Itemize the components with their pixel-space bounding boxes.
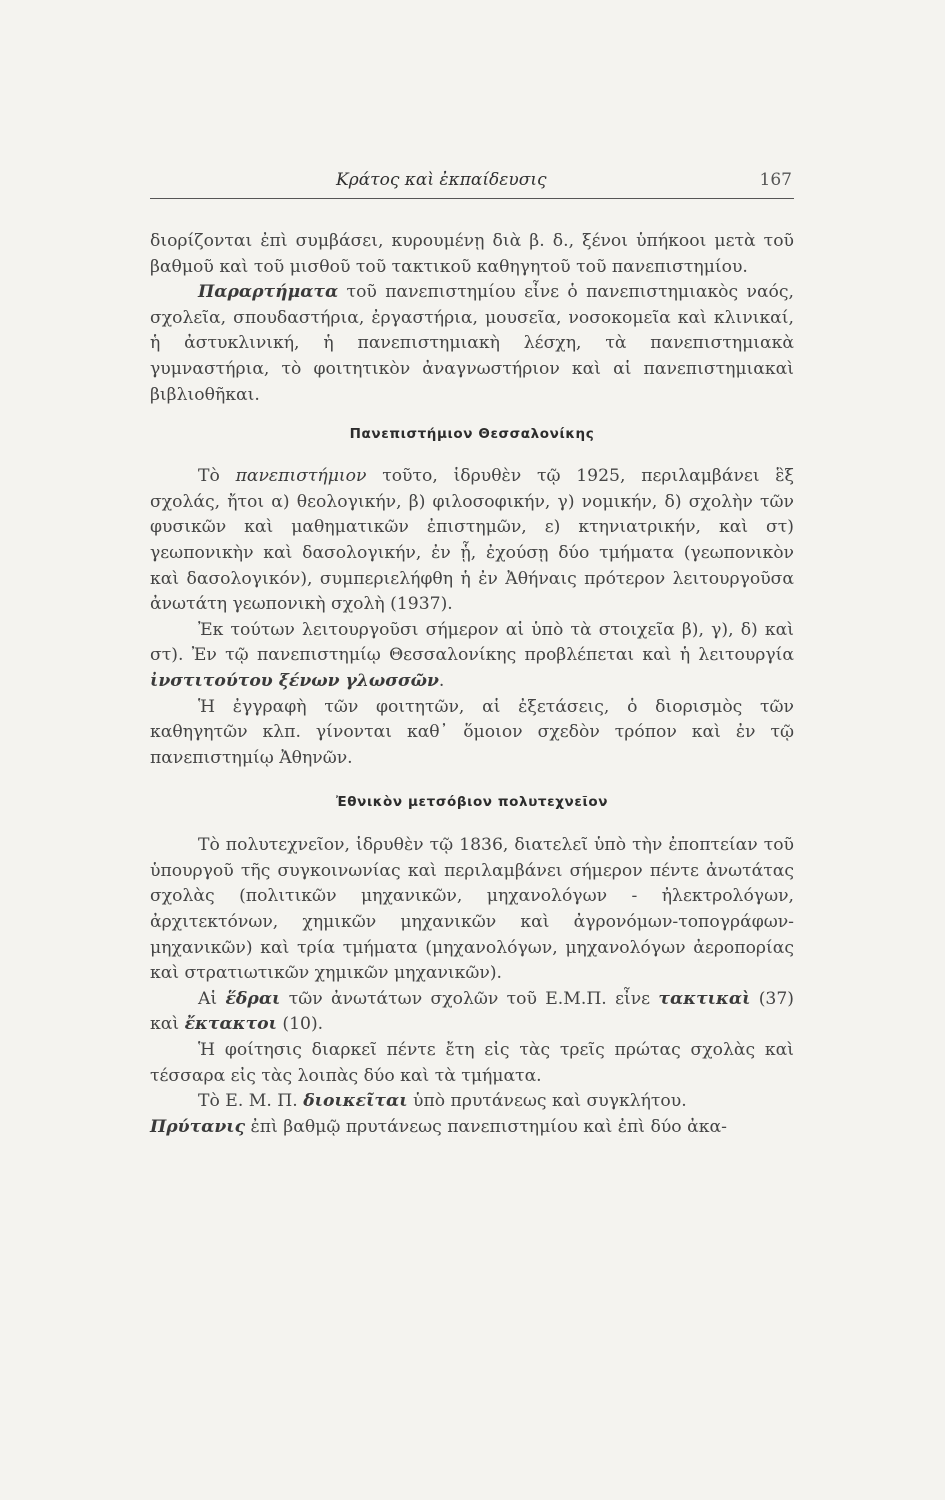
- paragraph-text: Ἡ φοίτησις διαρκεῖ πέντε ἔτη εἰς τὰς τρεῖς πρώτας σχολὰς καὶ τέσσαρα εἰς τὰς λοιπὰς δύο καὶ τὰ τμήματα.: [150, 1040, 794, 1086]
- page-number: 167: [759, 170, 792, 190]
- running-title: Κράτος καὶ ἐκπαίδευσις: [336, 170, 547, 190]
- text-tail: ὑπὸ πρυτάνεως καὶ συγκλήτου.: [407, 1091, 687, 1112]
- institute-term: ἰνστιτούτου ξένων γλωσσῶν: [150, 670, 439, 691]
- university-term: πανεπιστήμιον: [235, 466, 367, 487]
- paragraph-text: τοῦ πανεπιστημίου εἶνε ὁ πανεπιστημιακὸς ναός, σχολεῖα, σπουδαστήρια, ἐργαστήρια, μουσεῖα, νοσοκομεῖα καὶ κλινικαί, ἡ ἀστυκλινική, ἡ πανεπιστημιακὴ λέσχη, τὰ πανεπιστημιακὰ γυμναστήρια, τὸ φοιτητικὸν ἀναγνωστήριον καὶ αἱ πανεπιστημιακαὶ βιβλιοθῆκαι.: [150, 282, 794, 405]
- paragraph-text: διορίζονται ἐπὶ συμβάσει, κυρουμένῃ διὰ β. δ., ξένοι ὑπήκοοι μετὰ τοῦ βαθμοῦ καὶ τοῦ μισθοῦ τοῦ τακτικοῦ καθηγητοῦ τοῦ πανεπιστημίου.: [150, 231, 794, 277]
- section-heading-thessaloniki: Πανεπιστήμιον Θεσσαλονίκης: [349, 426, 595, 443]
- text-lead: Αἱ: [198, 988, 226, 1009]
- rector-term: Πρύτανις: [150, 1116, 246, 1137]
- page-body: [150, 229, 794, 1140]
- text-mid: τῶν ἀνωτάτων σχολῶν τοῦ Ε.Μ.Π. εἶνε: [280, 988, 659, 1009]
- paragraph-text: Ἐκ τούτων λειτουργοῦσι σήμερον αἱ ὑπὸ τὰ στοιχεῖα β), γ), δ) καὶ στ). Ἐν τῷ πανεπιστημίῳ Θεσσαλονίκης προβλέπεται καὶ ἡ λειτουργία: [150, 619, 794, 666]
- paragraph-text: Ἡ ἐγγραφὴ τῶν φοιτητῶν, αἱ ἐξετάσεις, ὁ διορισμὸς τῶν καθηγητῶν κλπ. γίνονται καθ᾽ ὅμοιον σχεδὸν τρόπον καὶ ἐν τῷ πανεπιστημίῳ Ἀθηνῶν.: [150, 696, 794, 768]
- text-tail: .: [438, 670, 445, 691]
- paragraph-annexes: [150, 280, 794, 408]
- paragraph-study-duration: [150, 1038, 794, 1089]
- text-tail: (10).: [276, 1014, 324, 1035]
- paragraph-operating-schools: [150, 618, 794, 695]
- regular-term: τακτικαὶ: [658, 988, 751, 1009]
- running-header: [150, 158, 794, 199]
- chairs-term: ἕδραι: [225, 988, 281, 1009]
- paragraph-thessaloniki-schools: [150, 464, 794, 618]
- annexes-term: Παραρτήματα: [198, 282, 339, 303]
- paragraph-enrollment: [150, 695, 794, 772]
- text-lead: Τὸ: [198, 466, 236, 487]
- paragraph-polytechnic-schools: [150, 833, 794, 987]
- paragraph-text: τοῦτο, ἱδρυθὲν τῷ 1925, περιλαμβάνει ἓξ σχολάς, ἤτοι α) θεολογικήν, β) φιλοσοφικήν, γ) νομικήν, δ) σχολὴν τῶν φυσικῶν καὶ μαθηματικῶν ἐπιστημῶν, ε) κτηνιατρικήν, καὶ στ) γεωπονικὴν καὶ δασολογικήν, ἐν ᾗ, ἐχούσῃ δύο τμήματα (γεωπονικὸν καὶ δασολογικόν), συμπεριελήφθη ἡ ἐν Ἀθήναις πρότερον λειτουργοῦσα ἀνωτάτη γεωπονικὴ σχολὴ (1937).: [150, 466, 794, 615]
- paragraph-rector: [150, 1115, 794, 1141]
- text-mid2: (37) καὶ: [150, 988, 794, 1035]
- paragraph-chairs: [150, 987, 794, 1038]
- paragraph-text: Τὸ πολυτεχνεῖον, ἱδρυθὲν τῷ 1836, διατελεῖ ὑπὸ τὴν ἐποπτείαν τοῦ ὑπουργοῦ τῆς συγκοινωνίας καὶ περιλαμβάνει σήμερον πέντε ἀνωτάτας σχολὰς (πολιτικῶν μηχανικῶν, μηχανολόγων - ἠλεκτρολόγων, ἀρχιτεκτόνων, χημικῶν μηχανικῶν καὶ ἀγρονόμων-τοπογράφων-μηχανικῶν) καὶ τρία τμήματα (μηχανολόγων, μηχανολόγων ἀεροπορίας καὶ στρατιωτικῶν χημικῶν μηχανικῶν).: [150, 835, 794, 984]
- administered-term: διοικεῖται: [303, 1091, 408, 1112]
- paragraph-administration: [150, 1089, 794, 1115]
- extraordinary-term: ἔκτακτοι: [184, 1014, 277, 1035]
- paragraph-text: ἐπὶ βαθμῷ πρυτάνεως πανεπιστημίου καὶ ἐπὶ δύο ἀκα-: [245, 1116, 727, 1137]
- section-heading-polytechnic: Ἐθνικὸν μετσόβιον πολυτεχνεῖον: [335, 794, 608, 811]
- page: [150, 158, 794, 1140]
- paragraph-appointment: [150, 229, 794, 280]
- text-lead: Τὸ Ε. Μ. Π.: [198, 1091, 304, 1112]
